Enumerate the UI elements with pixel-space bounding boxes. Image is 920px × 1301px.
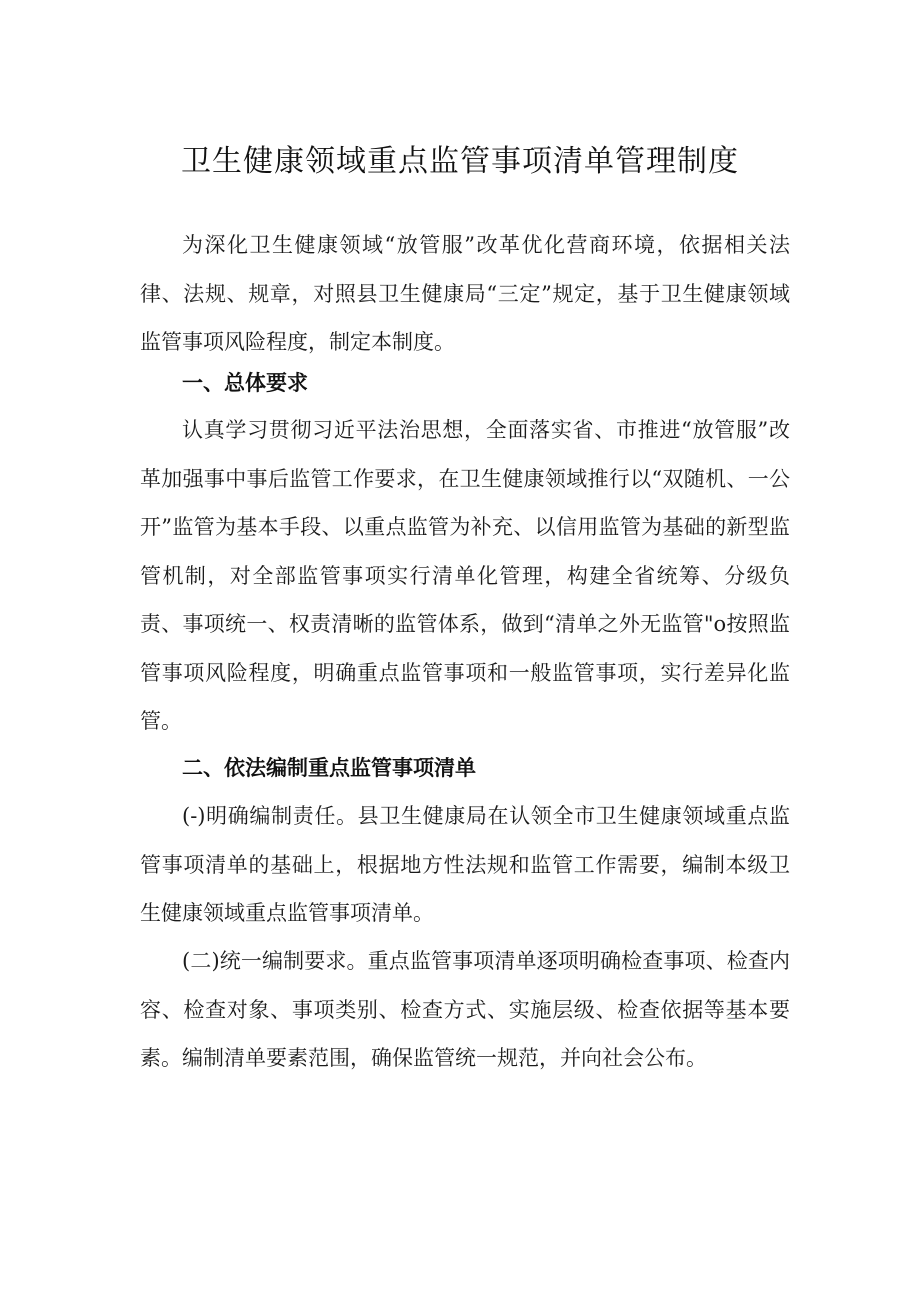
compile-requirements-paragraph: (二)统一编制要求。重点监管事项清单逐项明确检查事项、检查内容、检查对象、事项类别、检查方式、实施层级、检查依据等基本要素。编制清单要素范围，确保监管统一规范，并向社会公布。 — [140, 949, 790, 1070]
general-requirements-paragraph: 认真学习贯彻习近平法治思想，全面落实省、市推进“放管服”改革加强事中事后监管工作要求，在卫生健康领域推行以“双随机、一公开”监管为基本手段、以重点监管为补充、以信用监管为基础的新型监管机制，对全部监管事项实行清单化管理，构建全省统筹、分级负责、事项统一、权责清晰的监管体系，做到“清单之外无监管"o按照监管事项风险程度，明确重点监管事项和一般监管事项，实行差异化监管。 — [140, 418, 790, 733]
section-heading-general-requirements: 一、总体要求 — [182, 371, 308, 395]
document-title: 卫生健康领域重点监管事项清单管理制度 — [181, 144, 739, 179]
intro-paragraph: 为深化卫生健康领域“放管服”改革优化营商环境，依据相关法律、法规、规章，对照县卫生健康局“三定”规定，基于卫生健康领域监管事项风险程度，制定本制度。 — [140, 233, 790, 354]
compile-responsibility-paragraph: (-)明确编制责任。县卫生健康局在认领全市卫生健康领域重点监管事项清单的基础上，根据地方性法规和监管工作需要，编制本级卫生健康领域重点监管事项清单。 — [140, 804, 790, 925]
section-heading-compile-list: 二、依法编制重点监管事项清单 — [182, 756, 476, 780]
